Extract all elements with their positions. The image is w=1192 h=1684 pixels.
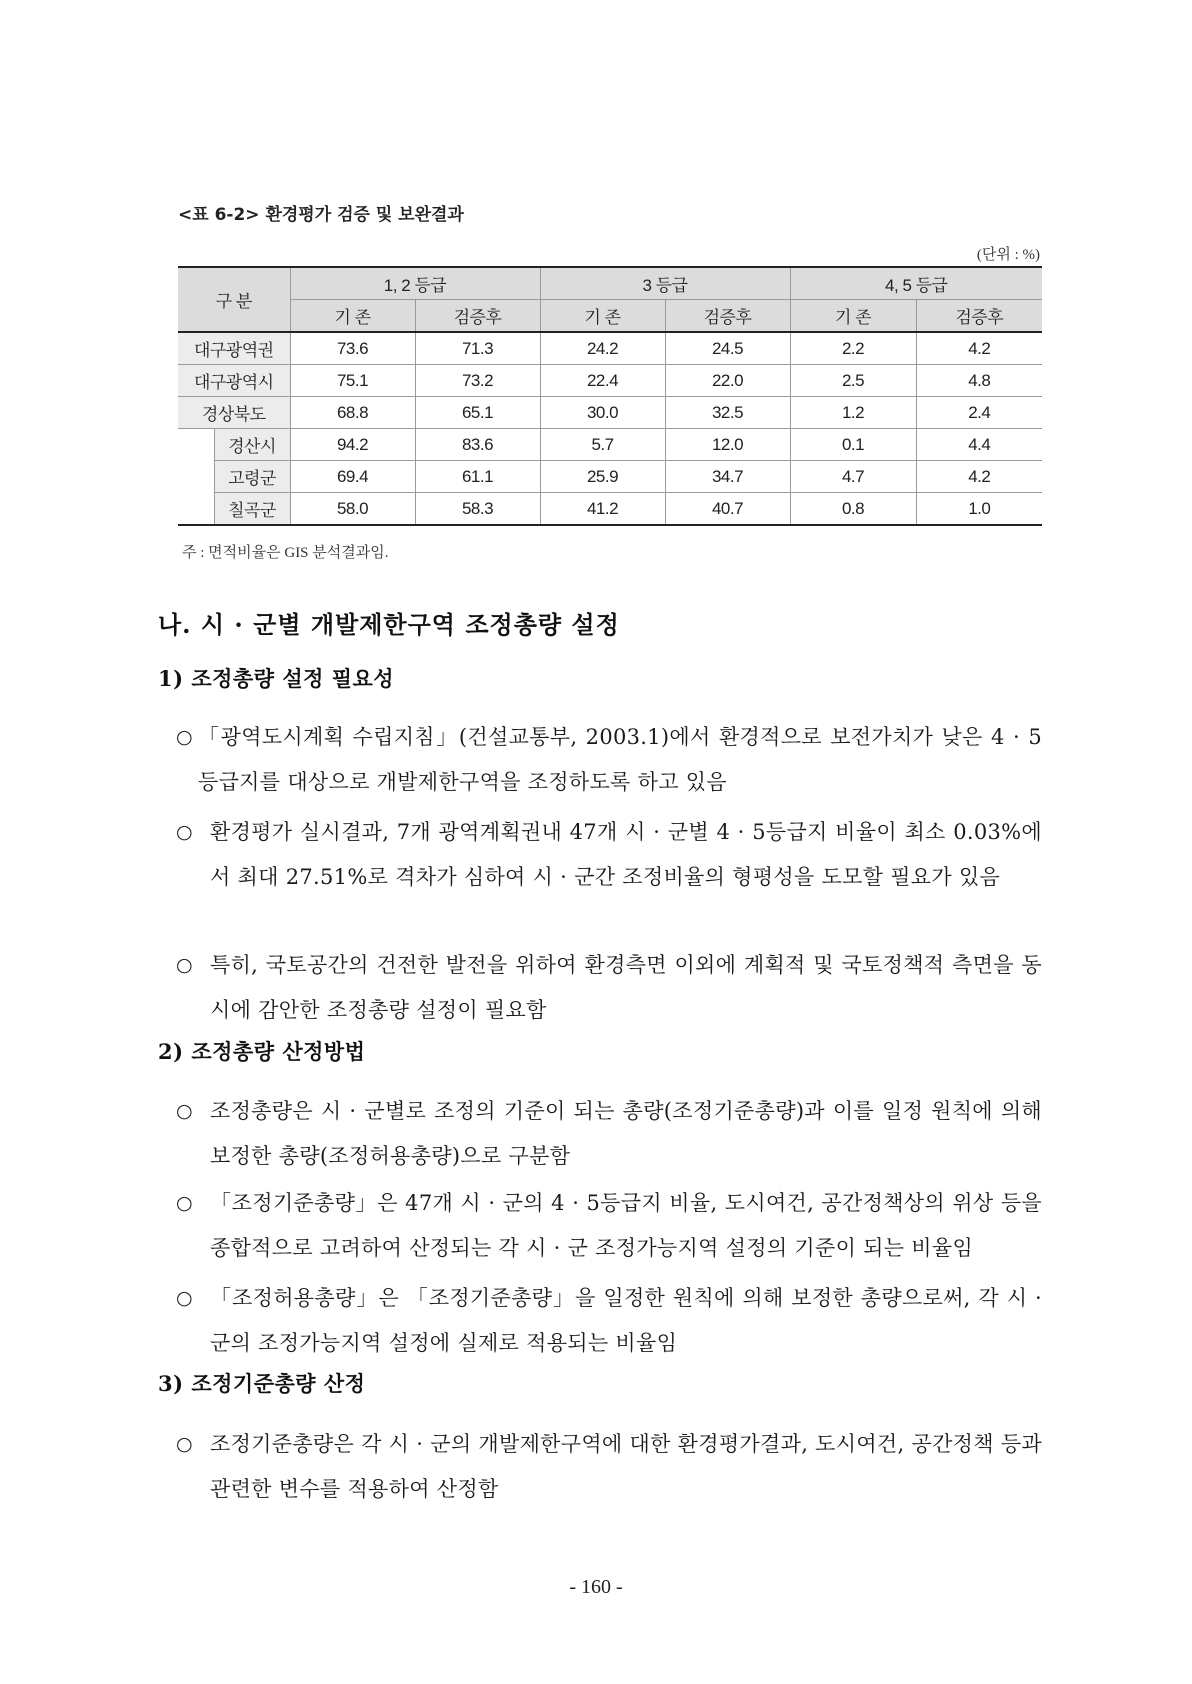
bullet-text: 특히, 국토공간의 건전한 발전을 위하여 환경측면 이외에 계획적 및 국토정책적 측면을 동시에 감안한 조정총량 설정이 필요함 [210,953,1042,1022]
table-row [178,397,1042,429]
page-number: - 160 - [569,1576,623,1598]
table-cell: 4.2 [916,461,1042,493]
table-cell: 73.6 [290,332,415,365]
table-cell: 41.2 [540,493,665,526]
table-cell: 75.1 [290,365,415,397]
row-indent-gutter [178,429,214,526]
table-cell: 2.2 [790,332,916,365]
table-cell: 25.9 [540,461,665,493]
table-cell: 0.8 [790,493,916,526]
table-cell: 22.0 [665,365,790,397]
bullet-paragraph [176,1422,1042,1512]
table-cell: 65.1 [415,397,540,429]
bullet-paragraph [176,943,1042,1033]
table-footnote: 주 : 면적비율은 GIS 분석결과임. [182,545,389,561]
table-cell: 71.3 [415,332,540,365]
table-cell: 12.0 [665,429,790,461]
bullet-circle-icon: ○ [176,726,193,748]
subsection-title: 1) 조정총량 설정 필요성 [158,666,395,691]
subsection-title: 3) 조정기준총량 산정 [158,1371,366,1396]
bullet-paragraph [176,1181,1042,1271]
table-caption: <표 6-2> 환경평가 검증 및 보완결과 [178,205,464,225]
table-row [178,365,1042,397]
table-cell: 73.2 [415,365,540,397]
row-label: 경산시 [214,429,290,461]
table-cell: 83.6 [415,429,540,461]
bullet-text: 「광역도시계획 수립지침」(건설교통부, 2003.1)에서 환경적으로 보전가치가 낮은 4 · 5등급지를 대상으로 개발제한구역을 조정하도록 하고 있음 [198,725,1042,794]
header-group-1-2: 1, 2 등급 [290,267,540,300]
bullet-paragraph [176,810,1042,900]
table-cell: 1.2 [790,397,916,429]
table-cell: 61.1 [415,461,540,493]
table-cell: 4.8 [916,365,1042,397]
table-cell: 5.7 [540,429,665,461]
subheader-before: 기 존 [540,300,665,333]
table-cell: 24.2 [540,332,665,365]
section-title: 나. 시 · 군별 개발제한구역 조정총량 설정 [158,610,620,639]
bullet-text: 조정기준총량은 각 시 · 군의 개발제한구역에 대한 환경평가결과, 도시여건, 공간정책 등과 관련한 변수를 적용하여 산정함 [210,1432,1042,1501]
table-cell: 58.0 [290,493,415,526]
bullet-circle-icon: ○ [176,1287,193,1309]
table-cell: 24.5 [665,332,790,365]
header-category: 구 분 [178,267,290,332]
bullet-paragraph [176,1276,1042,1366]
environment-evaluation-table [178,266,1042,526]
table-row [178,429,1042,461]
table-cell: 40.7 [665,493,790,526]
table-cell: 4.4 [916,429,1042,461]
bullet-circle-icon: ○ [176,1100,193,1122]
table-cell: 34.7 [665,461,790,493]
bullet-paragraph [176,715,1042,805]
subheader-before: 기 존 [290,300,415,333]
bullet-text: 조정총량은 시 · 군별로 조정의 기준이 되는 총량(조정기준총량)과 이를 일정 원칙에 의해 보정한 총량(조정허용총량)으로 구분함 [210,1099,1042,1168]
row-label: 칠곡군 [214,493,290,526]
subheader-before: 기 존 [790,300,916,333]
table-row [178,493,1042,526]
bullet-text: 환경평가 실시결과, 7개 광역계획권내 47개 시 · 군별 4 · 5등급지 비율이 최소 0.03%에서 최대 27.51%로 격차가 심하여 시 · 군간 조정비율의 형평성을 도모할 필요가 있음 [210,820,1042,889]
bullet-circle-icon: ○ [176,1433,193,1455]
table-cell: 32.5 [665,397,790,429]
table-cell: 22.4 [540,365,665,397]
table-cell: 68.8 [290,397,415,429]
table-unit: (단위 : %) [976,247,1040,263]
table-header-row [178,267,1042,300]
bullet-text: 「조정허용총량」은 「조정기준총량」을 일정한 원칙에 의해 보정한 총량으로써, 각 시 · 군의 조정가능지역 설정에 실제로 적용되는 비율임 [210,1286,1042,1355]
table-row [178,332,1042,365]
subheader-after: 검증후 [415,300,540,333]
header-group-3: 3 등급 [540,267,790,300]
bullet-circle-icon: ○ [176,1192,193,1214]
table-cell: 2.5 [790,365,916,397]
table-cell: 1.0 [916,493,1042,526]
subsection-title: 2) 조정총량 산정방법 [158,1039,366,1064]
table-subheader-row [178,300,1042,333]
row-label: 대구광역시 [178,365,290,397]
bullet-text: 「조정기준총량」은 47개 시 · 군의 4 · 5등급지 비율, 도시여건, 공간정책상의 위상 등을 종합적으로 고려하여 산정되는 각 시 · 군 조정가능지역 설정의 기준이 되는 비율임 [210,1191,1042,1260]
table-cell: 58.3 [415,493,540,526]
subheader-after: 검증후 [665,300,790,333]
row-label: 경상북도 [178,397,290,429]
table-cell: 30.0 [540,397,665,429]
table-cell: 4.2 [916,332,1042,365]
bullet-circle-icon: ○ [176,954,193,976]
table-cell: 69.4 [290,461,415,493]
table-row [178,461,1042,493]
bullet-paragraph [176,1089,1042,1179]
row-label: 대구광역권 [178,332,290,365]
table-cell: 0.1 [790,429,916,461]
table-cell: 2.4 [916,397,1042,429]
table-cell: 94.2 [290,429,415,461]
row-label: 고령군 [214,461,290,493]
bullet-circle-icon: ○ [176,821,193,843]
table-cell: 4.7 [790,461,916,493]
header-group-4-5: 4, 5 등급 [790,267,1042,300]
subheader-after: 검증후 [916,300,1042,333]
